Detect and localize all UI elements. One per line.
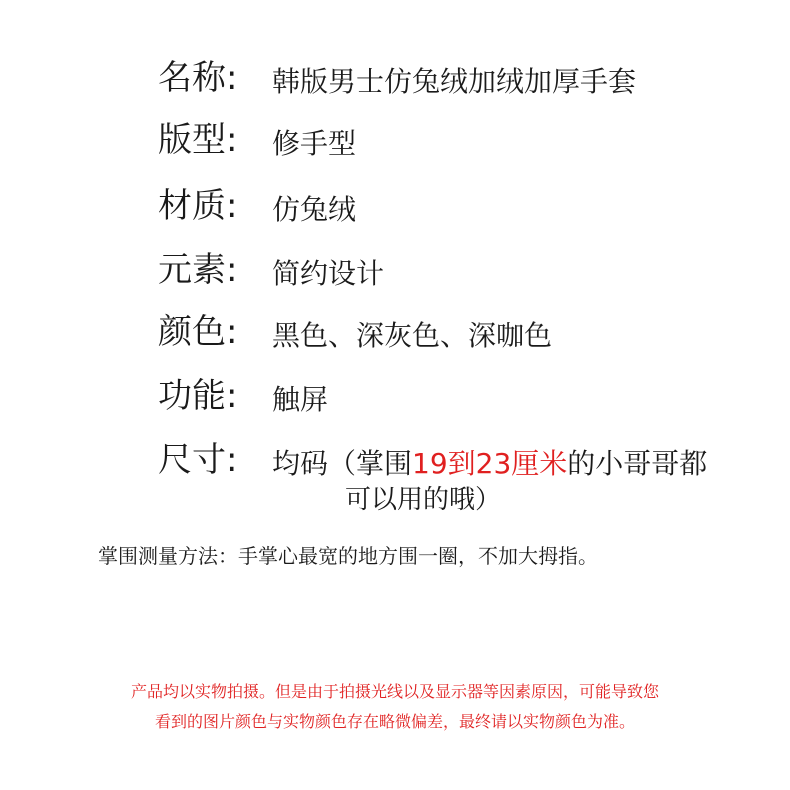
size-value-prefix: 均码（掌围 (272, 447, 413, 480)
size-value-suffix: 的小哥哥都 (567, 447, 708, 480)
disclaimer-line-2: 看到的图片颜色与实物颜色存在略微偏差，最终请以实物颜色为准。 (154, 712, 635, 731)
spec-value-color: 黑色、深灰色、深咖色 (272, 319, 553, 352)
spec-label-fit: 版型: (158, 120, 238, 160)
spec-value-fit: 修手型 (272, 127, 357, 160)
spec-value-size-line2: 可以用的哦） (345, 485, 502, 515)
spec-label-material: 材质: (158, 186, 238, 226)
disclaimer-line-1: 产品均以实物拍摄。但是由于拍摄光线以及显示器等因素原因，可能导致您 (130, 682, 659, 701)
spec-label-color: 颜色: (158, 312, 238, 352)
spec-value-name: 韩版男士仿兔绒加绒加厚手套 (272, 65, 637, 98)
size-value-range: 19到23厘米 (412, 447, 568, 480)
spec-value-function: 触屏 (272, 383, 329, 416)
spec-value-element: 简约设计 (272, 257, 385, 290)
measure-method-note: 掌围测量方法：手掌心最宽的地方围一圈，不加大拇指。 (98, 544, 598, 568)
spec-value-material: 仿兔绒 (272, 193, 357, 226)
spec-label-element: 元素: (158, 250, 238, 290)
spec-label-function: 功能: (158, 376, 238, 416)
spec-value-size (272, 444, 707, 484)
spec-label-name: 名称: (158, 58, 238, 98)
spec-label-size: 尺寸: (158, 440, 238, 480)
